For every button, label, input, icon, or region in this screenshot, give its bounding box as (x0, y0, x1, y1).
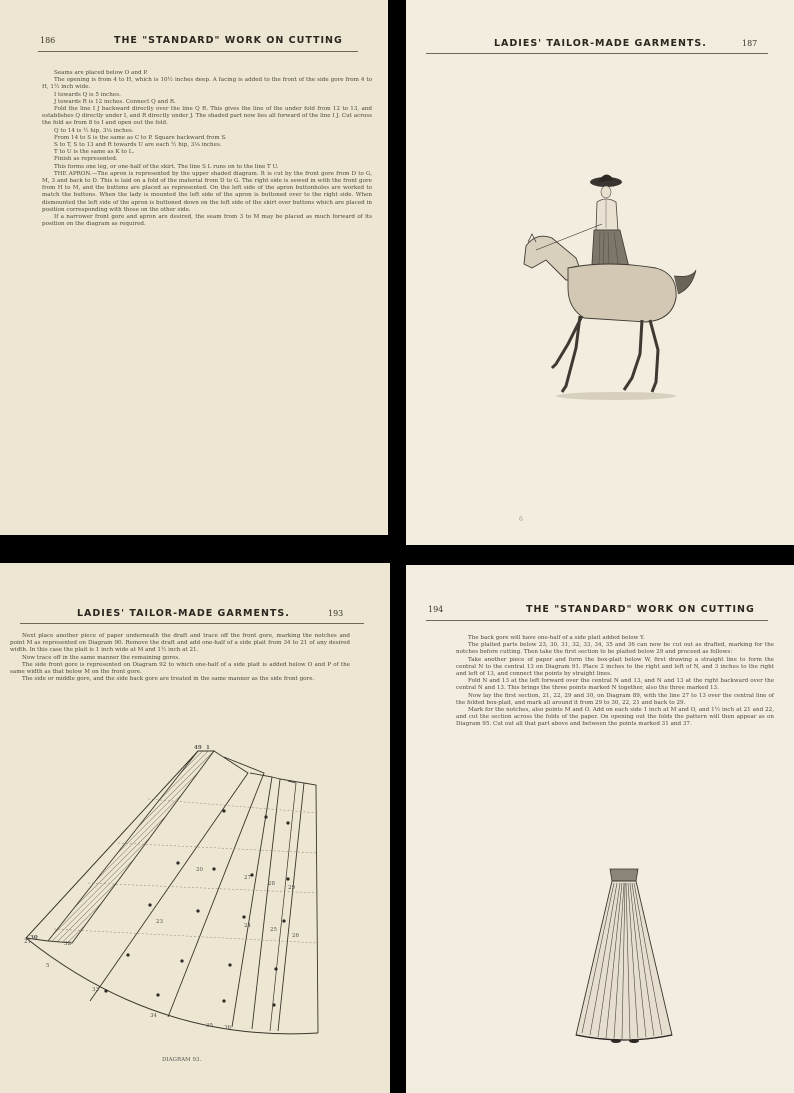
running-head: LADIES' TAILOR-MADE GARMENTS. (77, 608, 290, 619)
diagram-label: 35 (206, 1023, 213, 1029)
paragraph: Seams are placed below O and P. (54, 70, 148, 76)
paragraph: I towards Q is 5 inches. (54, 91, 121, 98)
page-194 (406, 565, 794, 1093)
paragraph: The opening is from 4 to H, which is 10½ inches deep. A facing is added to the front of the side gore from 4 to H, 1½ inch wide. (42, 77, 372, 91)
folio-mark: 6 (519, 516, 523, 523)
paragraph: If a narrower front gore and apron are desired, the seam from 3 to M may be placed as much forward of its position on the diagram as required. (42, 214, 372, 228)
diagram-label: 5 (46, 963, 50, 969)
paragraph: THE APRON.—The apron is represented by the upper shaded diagram. It is cut by the front gore from D to G, M, 3 and back to D. This is laid on a fold of the material from D to G. The right side is sewed in with the front gore from H to M, and the buttons are placed as represented. On the left side of the apron buttonholes are worked to match the buttons. When the lady is mounted the left side of the apron is buttoned over to the right side. When dismounted the left side of the apron is buttoned down on the left side of the skirt over buttons which are placed in position corresponding with those on the other side. (42, 170, 372, 213)
running-head: LADIES' TAILOR-MADE GARMENTS. (494, 38, 707, 49)
diagram-label: 49 (194, 745, 202, 751)
diagram-label: 32 (64, 941, 71, 947)
diagram-label: 23 (156, 919, 163, 925)
paragraph: Finish as represented. (54, 156, 118, 163)
paragraph: Take another piece of paper and form the box-plait below W, first drawing a straight line to form the central N to the central 13 on Diagram 91. Place 2 inches to the right and left of N, and 3 inches to the right and left of 13, and connect the points by straight lines. (456, 656, 774, 678)
paragraph: Now lay the first section, 21, 22, 29 and 30, on Diagram 89, with the line 27 to 13 over the central line of the folded box-plait, and mark all around it from 29 to 30, 22, 21 and back to 29. (456, 692, 774, 706)
diagram-label: 27 (244, 875, 251, 881)
paragraph: Mark for the notches, also points M and O. Add on each side 1 inch at M and O, and 1½ inch at 21 and 22, and cut the section across the folds of the paper. On opening out the folds the pattern will then appear as on Diagram 95. Cut out all that part above and between the points marked 31 and 37. (456, 707, 774, 728)
body-text (456, 635, 774, 729)
page-header (406, 37, 794, 57)
diagram-label: 29 (288, 885, 295, 891)
header-rule (20, 623, 364, 624)
diagram-label: 28 (268, 881, 275, 887)
diagram-label: 21 (24, 939, 31, 945)
diagram-label: 36 (224, 1025, 231, 1031)
header-rule (426, 620, 768, 621)
paragraph: Next place another piece of paper underneath the draft and trace off the front gore, marking the notches and point M as represented on Diagram 90. Remove the draft and add one-half of a side plait from 34 to 21 of any desired width. In this case the plait is 1 inch wide at M and 1½ inch at 21. (10, 633, 350, 654)
paragraph: The side or middle gore, and the side back gore are treated in the same manner as the side front gore. (22, 676, 315, 683)
page-186 (0, 0, 388, 535)
diagram-label: 25 (270, 927, 277, 933)
paragraph: Fold N and 13 at the left forward over the central N and 13, and N and 13 at the right backward over the central N and 13. This brings the three points marked N together, also the three marked 13. (456, 678, 774, 692)
body-text (10, 633, 350, 683)
horse-rider-illustration (506, 168, 706, 408)
paragraph: This forms one leg, or one-half of the skirt. The line S L runs on to the line T U. (54, 163, 279, 170)
body-text (42, 70, 372, 228)
paragraph: T to U is the same as K to L. (54, 149, 135, 156)
page-193 (0, 563, 390, 1093)
paragraph: The side front gore is represented on Diagram 92 to which one-half of a side plait is added below O and P of the same width as that below M on the front gore. (10, 661, 350, 676)
page-number: 186 (40, 36, 56, 45)
diagram-caption: DIAGRAM 93. (162, 1057, 202, 1063)
paragraph: S to T, S to 13 and R towards U are each ½ hip, 3⅛ inches. (54, 142, 222, 149)
paragraph: Fold the line I J backward directly over the line Q R. This gives the line of the under fold from 12 to 13, and establishes Q directly under I, and R directly under J. The shaded part now lies all forward of the line I J. Cut across the fold as from 8 to I and open out the fold. (42, 106, 372, 127)
plaited-skirt-illustration (572, 867, 676, 1047)
page-number: 187 (742, 39, 758, 48)
page-number: 194 (428, 605, 444, 614)
paragraph: Now trace off in the same manner the remaining gores. (22, 654, 181, 661)
paragraph: The plaited parts below 23, 30, 31, 32, 33, 34, 35 and 36 can now be cut out as drafted, marking for the notches before cutting. Then take the first section to be plaited below 29 and proceed as follows: (456, 642, 774, 656)
diagram-label: 33 (92, 987, 99, 993)
running-head: THE "STANDARD" WORK ON CUTTING (526, 604, 755, 615)
header-rule (426, 53, 768, 54)
page-number: 193 (328, 609, 344, 618)
diagram-label: 1 (206, 745, 210, 751)
diagram-label: 24 (244, 923, 251, 929)
paragraph: J towards R is 12 inches. Connect Q and R. (54, 98, 176, 105)
diagram-label: 20 (196, 867, 203, 873)
paragraph: Q to 14 is ½ hip, 3⅛ inches. (54, 127, 134, 134)
diagram-label: 30 (30, 935, 38, 941)
page-187 (406, 0, 794, 545)
header-rule (38, 51, 358, 52)
running-head: THE "STANDARD" WORK ON CUTTING (114, 35, 343, 46)
page-header (0, 607, 390, 627)
skirt-gore-diagram (18, 743, 328, 1043)
paragraph: From 14 to S is the same as C to P. Square backward from S. (54, 134, 227, 141)
diagram-label: 26 (292, 933, 299, 939)
paragraph: The back gore will have one-half of a side plait added below Y. (468, 635, 645, 641)
diagram-label: 34 (150, 1013, 157, 1019)
